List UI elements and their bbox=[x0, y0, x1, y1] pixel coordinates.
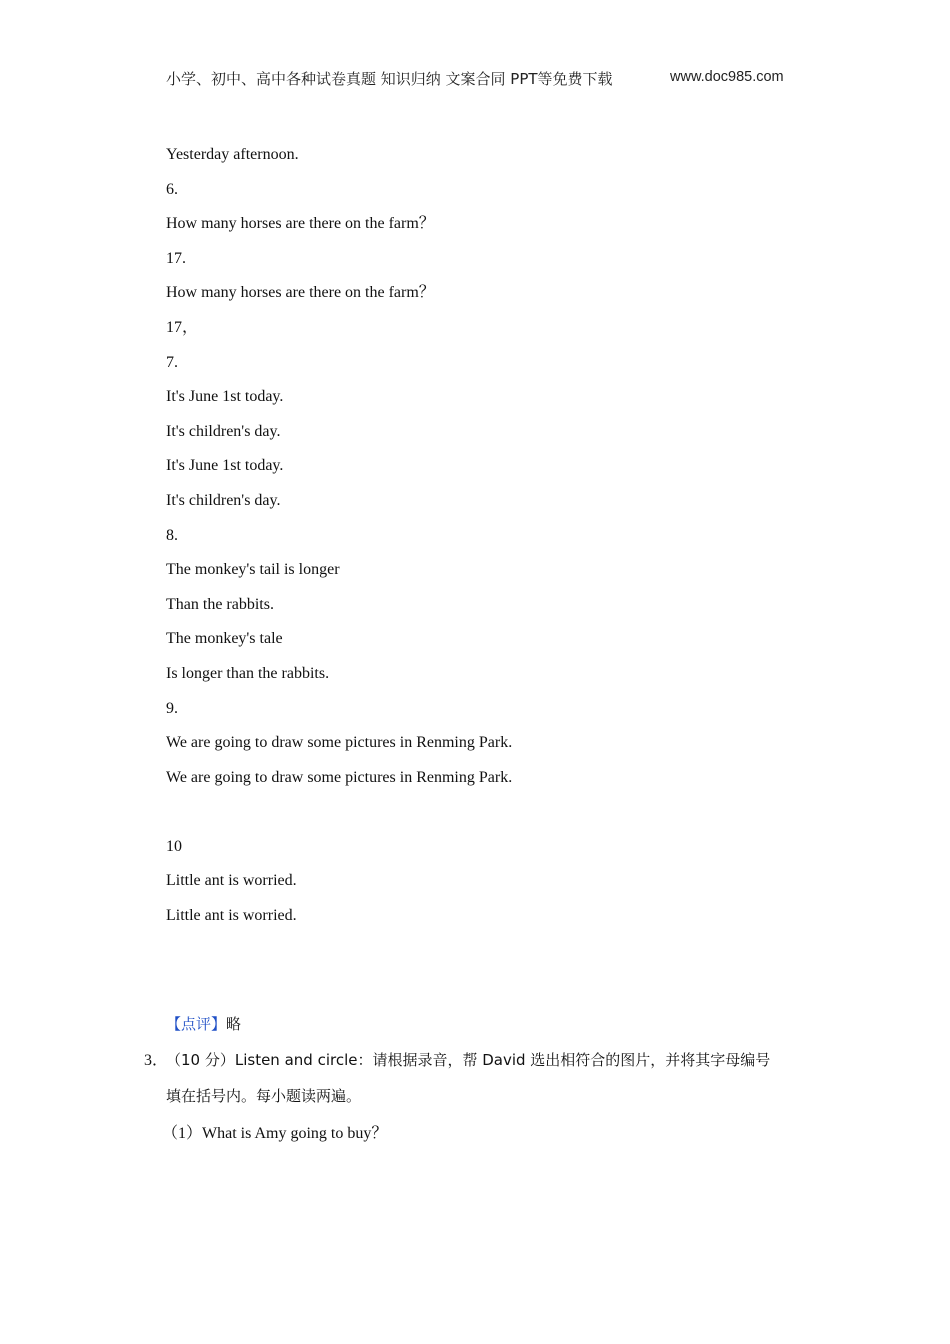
answer-line: It's children's day. bbox=[166, 422, 281, 440]
header-site-link[interactable]: www.doc985.com bbox=[670, 69, 784, 85]
answer-line: It's June 1st today. bbox=[166, 388, 284, 406]
header-text: 小学、初中、高中各种试卷真题 知识归纳 文案合同 PPT等免费下载 bbox=[166, 70, 613, 88]
answer-line: How many horses are there on the farm？ bbox=[166, 215, 435, 233]
answer-lines bbox=[166, 145, 512, 941]
answer-line: It's June 1st today. bbox=[166, 457, 284, 475]
answer-line: 7. bbox=[166, 353, 178, 371]
question-number: 3． bbox=[144, 1052, 169, 1069]
question-3-sub1: （1）What is Amy going to buy？ bbox=[162, 1125, 388, 1142]
question-3-line2: 填在括号内。每小题读两遍。 bbox=[166, 1087, 362, 1105]
blank-line bbox=[166, 802, 512, 837]
answer-line: Than the rabbits. bbox=[166, 595, 274, 613]
answer-line: How many horses are there on the farm？ bbox=[166, 284, 435, 302]
answer-line: 17. bbox=[166, 249, 186, 267]
answer-line: Is longer than the rabbits. bbox=[166, 664, 330, 682]
answer-line: Yesterday afternoon. bbox=[166, 146, 299, 163]
page-header bbox=[166, 68, 784, 89]
answer-line: We are going to draw some pictures in Renming Park. bbox=[166, 734, 513, 752]
answer-line: We are going to draw some pictures in Renming Park. bbox=[166, 768, 513, 786]
answer-line: 6. bbox=[166, 180, 178, 198]
answer-line: Little ant is worried. bbox=[166, 872, 297, 890]
answer-line: 8. bbox=[166, 526, 178, 544]
answer-line: Little ant is worried. bbox=[166, 907, 297, 925]
answer-line: 9. bbox=[166, 699, 178, 717]
answer-line: The monkey's tale bbox=[166, 630, 283, 648]
question-3-line1 bbox=[144, 1047, 770, 1070]
answer-line: 17， bbox=[166, 318, 199, 336]
review-tag: 【点评】 bbox=[166, 1015, 227, 1033]
review-comment bbox=[166, 1013, 241, 1034]
answer-line: It's children's day. bbox=[166, 491, 281, 509]
review-value: 略 bbox=[226, 1015, 242, 1033]
answer-line: The monkey's tail is longer bbox=[166, 561, 340, 579]
answer-line: 10 bbox=[166, 837, 182, 855]
question-3-instruction: （10 分）Listen and circle：请根据录音，帮 David 选出相符合的图片，并将其字母编号 bbox=[166, 1051, 771, 1069]
